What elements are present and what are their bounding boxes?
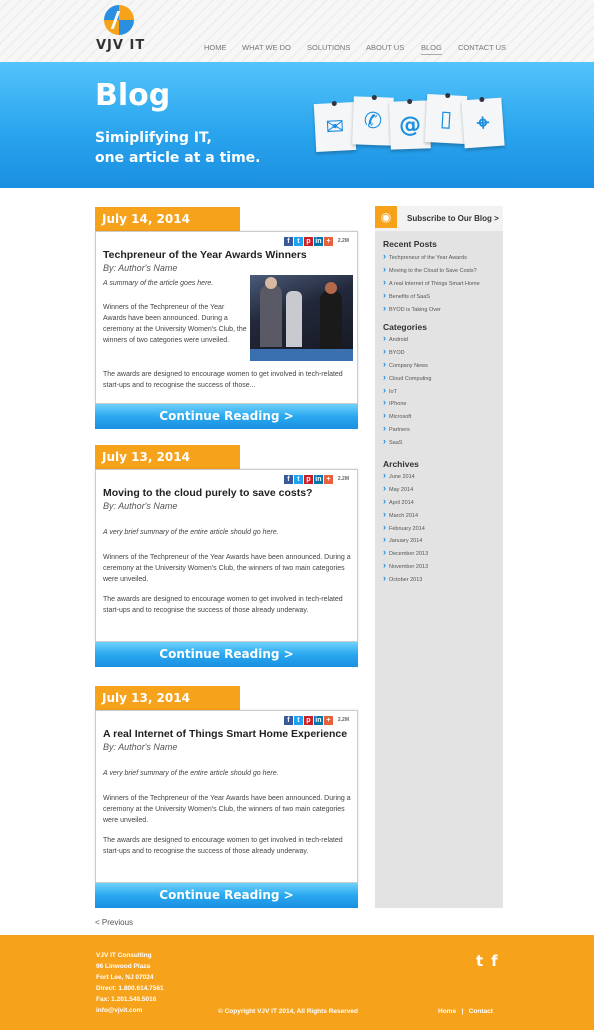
subscribe-link[interactable]: Subscribe to Our Blog > — [407, 214, 499, 223]
facebook-icon[interactable]: f — [284, 237, 293, 246]
facebook-icon[interactable]: f — [284, 475, 293, 484]
continue-reading-button[interactable]: Continue Reading > — [95, 642, 358, 667]
post-card — [95, 469, 358, 642]
post-summary: A summary of the article goes here. — [103, 280, 214, 287]
logo-text: VJV IT — [96, 38, 146, 53]
post-date: July 13, 2014 — [95, 445, 240, 469]
previous-link[interactable]: < Previous — [95, 918, 134, 927]
post-paragraph: Winners of the Techpreneur of the Year Awards have been announced. During a ceremony at the University Women's Club, the winners of two categories were unveiled. — [103, 304, 247, 344]
post-paragraph: Winners of the Techpreneur of the Year Awards have been announced. During a ceremony at the University Women's Club, the winners of two main categories were unveiled. — [103, 554, 351, 583]
logo-mark-icon — [104, 5, 134, 35]
footer-contact-link[interactable]: Contact — [468, 1008, 493, 1015]
continue-reading-button[interactable]: Continue Reading > — [95, 404, 358, 429]
twitter-icon[interactable]: t — [294, 475, 303, 484]
post-card — [95, 231, 358, 404]
recent-posts-list — [383, 252, 480, 316]
banner-subtitle-line2: one article at a time. — [95, 150, 261, 166]
share-plus-icon[interactable]: + — [324, 475, 333, 484]
nav-blog[interactable]: BLOG — [421, 43, 442, 55]
mobile-icon: ▯ — [425, 94, 467, 144]
share-buttons — [284, 237, 349, 246]
post-paragraph: The awards are designed to encourage women to get involved in tech-related start-ups and to recognise the success of those already underway. — [103, 596, 343, 614]
banner-subtitle-line1: Simiplifying IT, — [95, 130, 212, 146]
contact-notes — [313, 95, 513, 155]
list-item[interactable]: › March 2014 — [383, 510, 428, 523]
linkedin-icon[interactable]: in — [315, 476, 322, 483]
pinterest-icon[interactable]: p — [304, 475, 313, 484]
post-paragraph: Winners of the Techpreneur of the Year Awards have been announced. During a ceremony at the University Women's Club, the winners of two main categories were unveiled. — [103, 795, 351, 824]
phone-icon: ✆ — [352, 96, 394, 145]
list-item[interactable]: › January 2014 — [383, 535, 428, 548]
street-address: 96 Linwood Plaza — [96, 963, 151, 970]
footer-links — [438, 1008, 493, 1015]
list-item[interactable]: › IoT — [383, 386, 432, 399]
footer-address — [96, 950, 164, 1016]
email-link[interactable]: info@vjvit.com — [96, 1007, 143, 1014]
share-buttons — [284, 475, 349, 484]
copyright: © Copyright VJV IT 2014, All Rights Reserved — [218, 1008, 359, 1015]
site-header — [0, 0, 594, 62]
post-title[interactable]: A real Internet of Things Smart Home Experience — [103, 728, 348, 740]
linkedin-icon[interactable]: in — [315, 717, 322, 724]
categories-heading: Categories — [383, 322, 427, 332]
post-author: By: Author's Name — [103, 742, 178, 752]
list-item[interactable]: › November 2013 — [383, 561, 428, 574]
linkedin-icon[interactable]: in — [315, 238, 322, 245]
post-summary: A very brief summary of the entire article should go here. — [103, 529, 279, 536]
at-sign-icon: @ — [389, 100, 431, 149]
nav-solutions[interactable]: SOLUTIONS — [307, 43, 351, 52]
list-item[interactable]: › April 2014 — [383, 497, 428, 510]
list-item[interactable]: › February 2014 — [383, 523, 428, 536]
list-item[interactable]: › IPhone — [383, 398, 432, 411]
envelope-icon: ✉ — [314, 102, 356, 152]
facebook-icon[interactable]: f — [284, 716, 293, 725]
footer-home-link[interactable]: Home — [438, 1008, 457, 1015]
list-item[interactable]: › Cloud Computing — [383, 373, 432, 386]
post-title[interactable]: Techpreneur of the Year Awards Winners — [103, 249, 307, 261]
list-item[interactable]: › October 2013 — [383, 574, 428, 587]
recent-posts-heading: Recent Posts — [383, 239, 437, 249]
facebook-icon[interactable]: f — [491, 952, 498, 970]
share-plus-icon[interactable]: + — [324, 237, 333, 246]
share-buttons — [284, 716, 349, 725]
post-date: July 13, 2014 — [95, 686, 240, 710]
post-paragraph: The awards are designed to encourage women to get involved in tech-related start-ups and to recognise the success of those already underway. — [103, 837, 343, 855]
post-date: July 14, 2014 — [95, 207, 240, 231]
company-name: VJV IT Consulting — [96, 952, 152, 959]
pinterest-icon[interactable]: p — [304, 716, 313, 725]
main-nav — [0, 43, 594, 57]
list-item[interactable]: › Android — [383, 334, 432, 347]
city-address: Fort Lee, NJ 07024 — [96, 974, 154, 981]
list-item[interactable]: › Moving to the Cloud to Save Costs? — [383, 265, 480, 278]
twitter-icon[interactable]: t — [476, 952, 484, 970]
list-item[interactable]: › BYOD — [383, 347, 432, 360]
post-title[interactable]: Moving to the cloud purely to save costs? — [103, 487, 313, 499]
nav-home[interactable]: HOME — [204, 43, 227, 52]
share-count: 2.2M — [337, 238, 349, 244]
share-count: 2.2M — [337, 476, 349, 482]
nav-about-us[interactable]: ABOUT US — [366, 43, 405, 52]
share-plus-icon[interactable]: + — [324, 716, 333, 725]
direct-phone: Direct: 1.800.614.7561 — [96, 985, 164, 992]
list-item[interactable]: › December 2013 — [383, 548, 428, 561]
footer-link-separator: | — [461, 1008, 464, 1015]
post-paragraph: The awards are designed to encourage women to get involved in tech-related start-ups and to recognise the success of those... — [103, 371, 343, 389]
nav-what-we-do[interactable]: WHAT WE DO — [242, 43, 291, 52]
twitter-icon[interactable]: t — [294, 716, 303, 725]
post-image — [250, 275, 353, 361]
page-title: Blog — [95, 78, 171, 113]
categories-list — [383, 334, 432, 450]
pinterest-icon[interactable]: p — [304, 237, 313, 246]
nav-contact-us[interactable]: CONTACT US — [458, 43, 507, 52]
list-item[interactable]: › June 2014 — [383, 471, 428, 484]
twitter-icon[interactable]: t — [294, 237, 303, 246]
site-footer — [0, 935, 594, 1030]
list-item[interactable]: › Partners — [383, 424, 432, 437]
location-pin-icon: ⌖ — [461, 98, 504, 149]
list-item[interactable]: › May 2014 — [383, 484, 428, 497]
list-item[interactable]: › Benefits of SaaS — [383, 291, 480, 304]
list-item[interactable]: › Microsoft — [383, 411, 432, 424]
list-item[interactable]: › Techpreneur of the Year Awards — [383, 252, 480, 265]
list-item[interactable]: › Company News — [383, 360, 432, 373]
post-summary: A very brief summary of the entire article should go here. — [103, 770, 279, 777]
post-card — [95, 710, 358, 883]
archives-heading: Archives — [383, 459, 419, 469]
post-author: By: Author's Name — [103, 501, 178, 511]
share-count: 2.2M — [337, 717, 349, 723]
social-links — [476, 952, 498, 970]
list-item[interactable]: › BYOD is Taking Over — [383, 304, 480, 317]
list-item[interactable]: › A real Internet of Things Smart Home — [383, 278, 480, 291]
rss-icon[interactable]: ◉ — [375, 206, 397, 228]
post-author: By: Author's Name — [103, 263, 178, 273]
banner-subtitle — [95, 128, 295, 168]
continue-reading-button[interactable]: Continue Reading > — [95, 883, 358, 908]
archives-list — [383, 471, 428, 587]
fax-number: Fax: 1.201.548.5016 — [96, 996, 157, 1003]
subscribe-bar[interactable] — [375, 206, 503, 231]
list-item[interactable]: › SaaS — [383, 437, 432, 450]
